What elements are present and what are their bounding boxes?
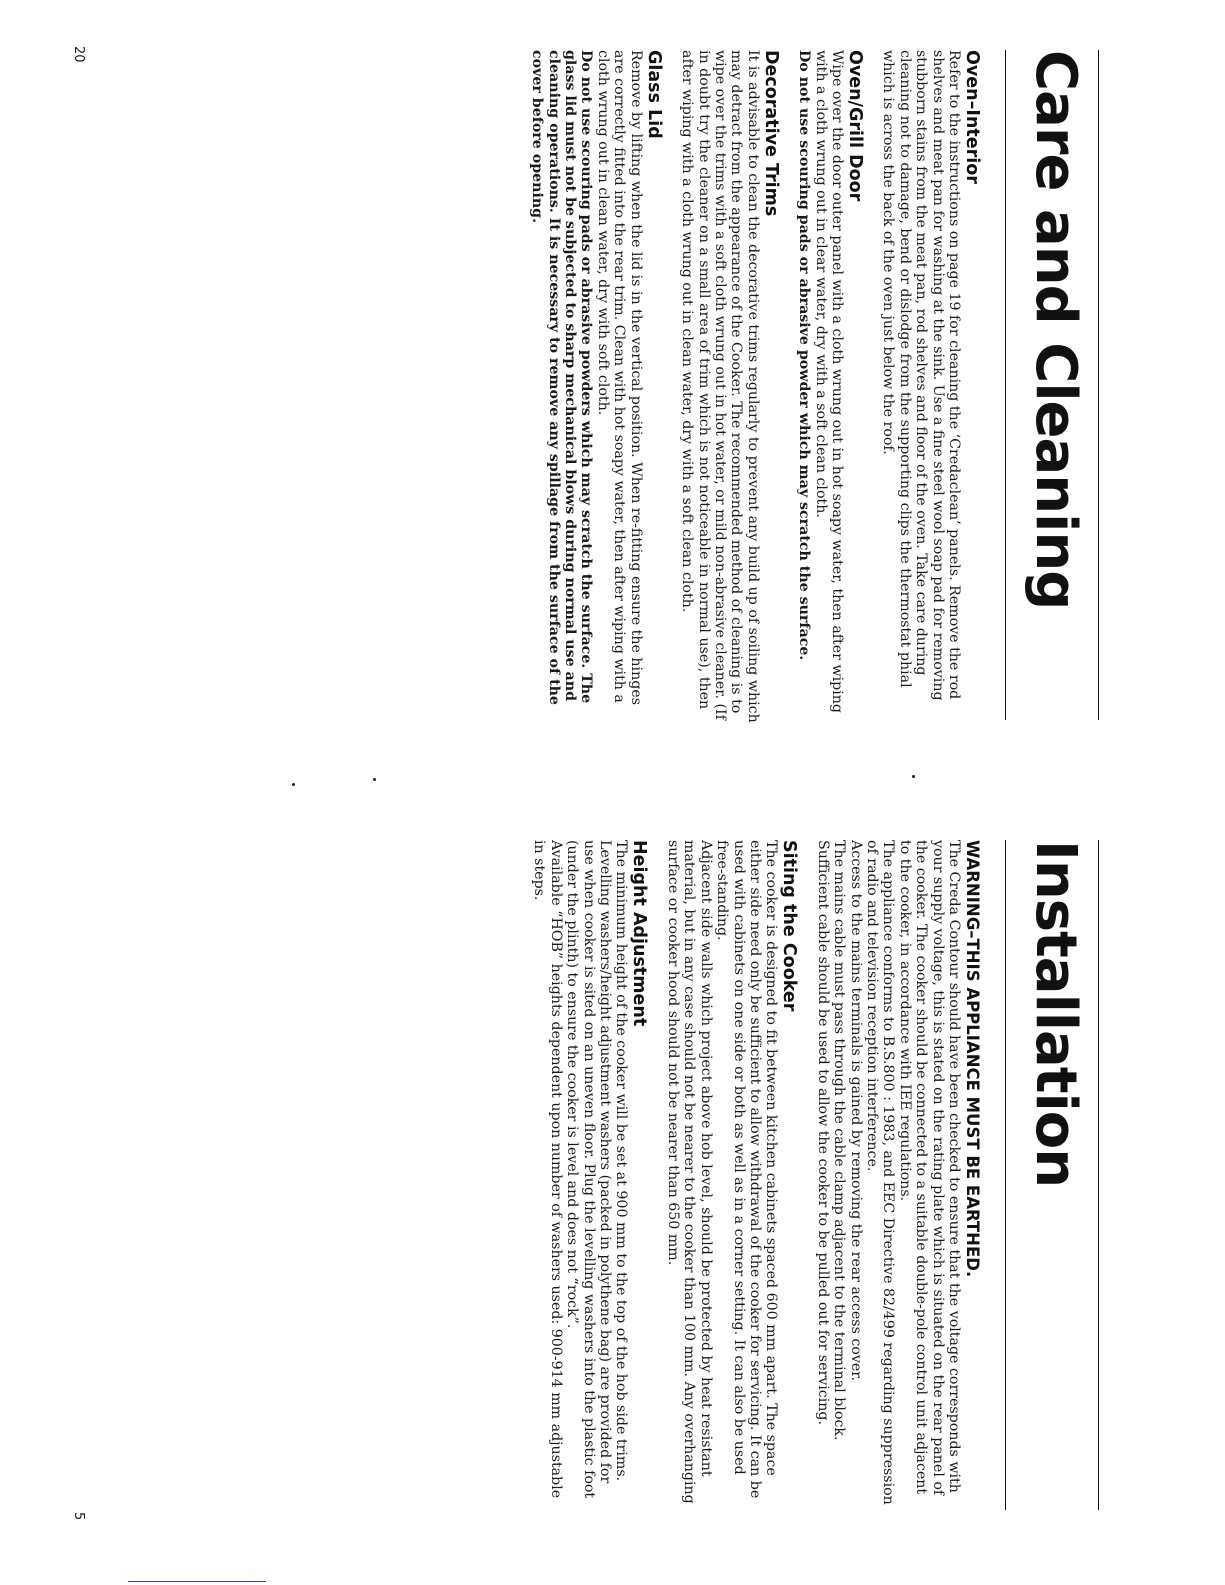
scan-speck <box>373 778 376 781</box>
text-mains-cable: The mains cable must pass through the cable clamp adjacent to the terminal block. Sufficient cable should be used to allow the cooker to be pulled out for servicing. <box>814 840 848 1441</box>
warning-glass-lid: Do not use scouring pads or abrasive powders which may scratch the surface. The glass lid must not be subjected to sharp mechanical blows during normal use and cleaning operations. It is necessary to remove any spillage from the surface of the cover before opening. <box>529 50 595 705</box>
installation-title: Installation <box>1023 840 1088 1188</box>
section-oven-grill-door <box>796 50 865 730</box>
section-decorative-trims <box>679 50 781 730</box>
page-number-left: 20 <box>71 46 86 63</box>
footer-rule <box>128 1581 266 1582</box>
installation-body <box>516 840 982 1510</box>
text-height-2: Levelling washers/height adjustment washers (packed in polythene bag) are provided for use when cooker is sited on an uneven floor. Plug the levelling washers into the plastic foot (under the plinth) to ensure the cooker is level and does not “rock”. <box>564 840 614 1499</box>
text-oven-interior: Refer to the instructions on page 19 for cleaning the ‘Credaclean’ panels. Remove the rod shelves and meat pan for washing at the sink. Use a fine steel wool soap pad for removing stubborn stains from the meat pan, rod shelves and floor of the oven. Take care during cleaning not to damage, bend or dislodge from the supporting clips the thermostat phial which is across the back of the oven just below the roof. <box>880 50 962 701</box>
text-siting-1: The cooker is designed to fit between kitchen cabinets spaced 600 mm apart. The space either side need only be sufficient to allow withdrawal of the cooker for servicing. It can be used with cabinets on one side or both as well as in a corner setting. It can also be used free-standing. <box>714 840 780 1499</box>
text-conformity: The appliance conforms to B.S.800 : 1983, and EEC Directive 82/499 regarding suppression of radio and television reception interference. <box>863 840 897 1505</box>
text-decorative-trims: It is advisable to clean the decorative trims regularly to prevent any build up of soiling which may detract from the appearance of the Cooker. The recommended method of cleaning is to wipe over the trims with a soft cloth wrung out in hot water, or mild non-abrasive cleaner. (If in doubt try the cleaner on a small area of trim which is not noticeable in normal use), then after wiping with a cloth wrung out in clean water, dry with a soft clean cloth. <box>679 50 761 723</box>
heading-glass-lid: Glass Lid <box>643 50 664 139</box>
care-body <box>514 50 982 730</box>
section-earthing <box>814 840 982 1510</box>
section-siting <box>665 840 800 1510</box>
scan-speck <box>912 775 915 778</box>
heading-height: Height Adjustment <box>629 840 650 1027</box>
heading-oven-grill-door: Oven/Grill Door <box>844 50 865 202</box>
installation-title-rule-right <box>1098 840 1099 1510</box>
heading-decorative-trims: Decorative Trims <box>760 50 781 217</box>
text-access: Access to the mains terminals is gained by removing the rear access cover. <box>847 840 864 1381</box>
care-title: Care and Cleaning <box>1023 50 1088 610</box>
care-title-rule <box>1005 50 1006 720</box>
text-height-1: The minimum height of the cooker will be set at 900 mm to the top of the hob side trims. <box>613 840 630 1482</box>
scan-speck <box>292 783 295 786</box>
section-height <box>531 840 649 1510</box>
section-oven-interior <box>880 50 982 730</box>
heading-earthing-warning: WARNING–THIS APPLIANCE MUST BE EARTHED. <box>963 840 982 1278</box>
page-number-right: 5 <box>71 1512 86 1521</box>
heading-oven-interior: Oven–Interior <box>962 50 982 184</box>
text-height-3: Available “HOB” heights dependent upon number of washers used: 900-914 mm adjustable in steps. <box>531 840 564 1499</box>
text-voltage: The Creda Contour should have been checked to ensure that the voltage corresponds with your supply voltage, this is stated on the rating plate which is situated on the rear panel of the cooker. The cooker should be connected to a suitable double-pole control unit adjacent to the cooker, in accordance with IEE regulations. <box>896 840 962 1496</box>
care-title-rule-right <box>1098 50 1099 720</box>
text-glass-lid: Remove by lifting when the lid is in the vertical position. When re-fitting ensure the hinges are correctly fitted into the rear trim. Clean with hot soapy water, then after wiping with a cloth wrung out in clean water, dry with soft cloth. <box>594 50 644 705</box>
section-glass-lid <box>529 50 664 730</box>
text-siting-2: Adjacent side walls which project above hob level, should be protected by heat resistant material, but in any case should not be nearer to the cooker than 100 mm. Any overhanging surface or cooker hood should not be nearer than 650 mm. <box>664 840 714 1504</box>
heading-siting: Siting the Cooker <box>779 840 800 1012</box>
text-oven-grill-door: Wipe over the door outer panel with a cloth wrung out in hot soapy water, then after wiping with a cloth wrung out in clear water, dry with a soft clean cloth. <box>812 50 845 713</box>
installation-title-rule <box>1005 840 1006 1510</box>
warning-oven-grill-door: Do not use scouring pads or abrasive powder which may scratch the surface. <box>796 50 813 661</box>
